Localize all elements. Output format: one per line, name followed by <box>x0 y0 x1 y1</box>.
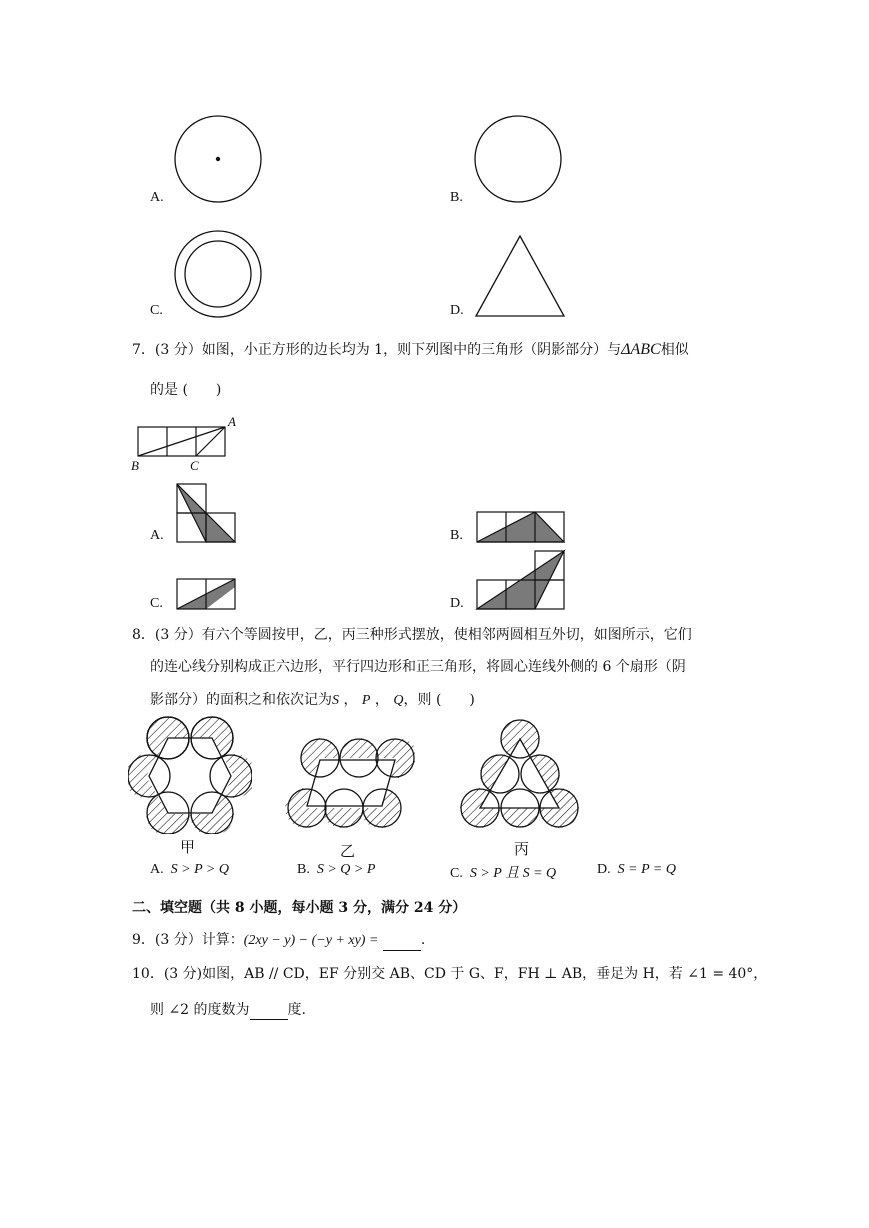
q8-line-3: 影部分）的面积之和依次记为S ， P ， Q，则 ( ) <box>150 692 475 708</box>
q9-answer-blank[interactable] <box>383 934 421 951</box>
q10-line-2-prefix: 则 ∠2 的度数为 <box>150 1002 250 1018</box>
q7-option-a-figure <box>175 482 239 546</box>
q9-line <box>132 930 425 951</box>
q10-line-1: 10．(3 分)如图，AB // CD，EF 分别交 AB、CD 于 G、F，FH ⊥ AB，垂足为 H，若 ∠1 = 40°， <box>132 966 768 982</box>
q7-option-a-label: A. <box>150 528 164 543</box>
q8-option-b <box>297 862 375 878</box>
q8-figure-triangle <box>458 716 582 832</box>
q6-option-c-figure <box>170 228 266 324</box>
q9-end: . <box>420 932 426 948</box>
q10-answer-blank[interactable] <box>250 1003 288 1020</box>
q8-figure-parallelogram <box>285 738 415 830</box>
q8-option-a-label: A. <box>150 862 164 877</box>
q8-option-a <box>150 862 229 878</box>
q8-option-d-text: S = P = Q <box>617 862 676 877</box>
q8-option-c <box>450 862 556 882</box>
q8-option-b-label: B. <box>297 862 310 877</box>
q8-caption-bing: 丙 <box>514 840 530 858</box>
q8-line-2: 的连心线分别构成正六边形，平行四边形和正三角形，将圆心连线外侧的 6 个扇形（阴 <box>150 659 686 675</box>
q8-option-b-text: S > Q > P <box>316 862 376 877</box>
q6-option-a-label: A. <box>150 190 164 205</box>
q8-line-3-suffix: ，则 ( ) <box>403 692 475 708</box>
q7-triangle: ΔABC <box>621 341 661 358</box>
q9-expression: (2xy − y) − (−y + xy) = <box>243 933 379 948</box>
q7-label-a: A <box>228 414 236 429</box>
q7-line-1 <box>132 340 689 360</box>
q7-option-c-figure <box>175 577 239 613</box>
q8-var-q: Q <box>393 693 404 708</box>
q7-prefix: 7．(3 分）如图，小正方形的边长均为 1，则下列图中的三角形（阴影部分）与 <box>132 342 622 358</box>
q8-line-3-prefix: 影部分）的面积之和依次记为 <box>150 692 332 708</box>
q7-line-2: 的是 ( ) <box>150 382 222 398</box>
q7-option-d-label: D. <box>450 596 464 611</box>
q8-caption-jia: 甲 <box>180 838 196 856</box>
q7-reference-figure <box>130 415 240 477</box>
q8-option-c-label: C. <box>450 866 463 881</box>
q7-label-c: C <box>190 458 199 473</box>
q8-option-a-text: S > P > Q <box>170 862 229 877</box>
q8-var-p: P <box>361 693 371 708</box>
q10-line-2 <box>150 1000 306 1020</box>
q7-option-b-figure <box>475 510 567 546</box>
q6-option-b-figure <box>470 113 566 209</box>
q6-option-d-label: D. <box>450 303 464 318</box>
q10-line-2-suffix: 度. <box>287 1002 306 1018</box>
q6-option-b-label: B. <box>450 190 463 205</box>
q8-option-d <box>597 862 676 878</box>
q7-option-d-figure <box>475 549 567 613</box>
q7-option-b-label: B. <box>450 528 463 543</box>
q8-option-c-text: S > P 且 S = Q <box>469 866 557 881</box>
q8-figure-hexagon-outline <box>128 716 252 834</box>
q7-label-b: B <box>131 458 139 473</box>
q6-option-a-figure <box>170 113 266 209</box>
q6-option-d-figure <box>470 230 570 322</box>
section-2-title: 二、填空题（共 8 小题，每小题 3 分，满分 24 分） <box>132 900 467 916</box>
q8-var-s: S <box>332 693 339 708</box>
q8-line-1: 8．(3 分）有六个等圆按甲，乙，丙三种形式摆放，使相邻两圆相互外切，如图所示，它们 <box>132 627 692 643</box>
q8-caption-yi: 乙 <box>340 842 356 860</box>
q9-prefix: 9．(3 分）计算： <box>132 932 244 948</box>
q8-option-d-label: D. <box>597 862 611 877</box>
q6-option-c-label: C. <box>150 303 163 318</box>
q7-option-c-label: C. <box>150 596 163 611</box>
q7-suffix: 相似 <box>660 342 689 358</box>
